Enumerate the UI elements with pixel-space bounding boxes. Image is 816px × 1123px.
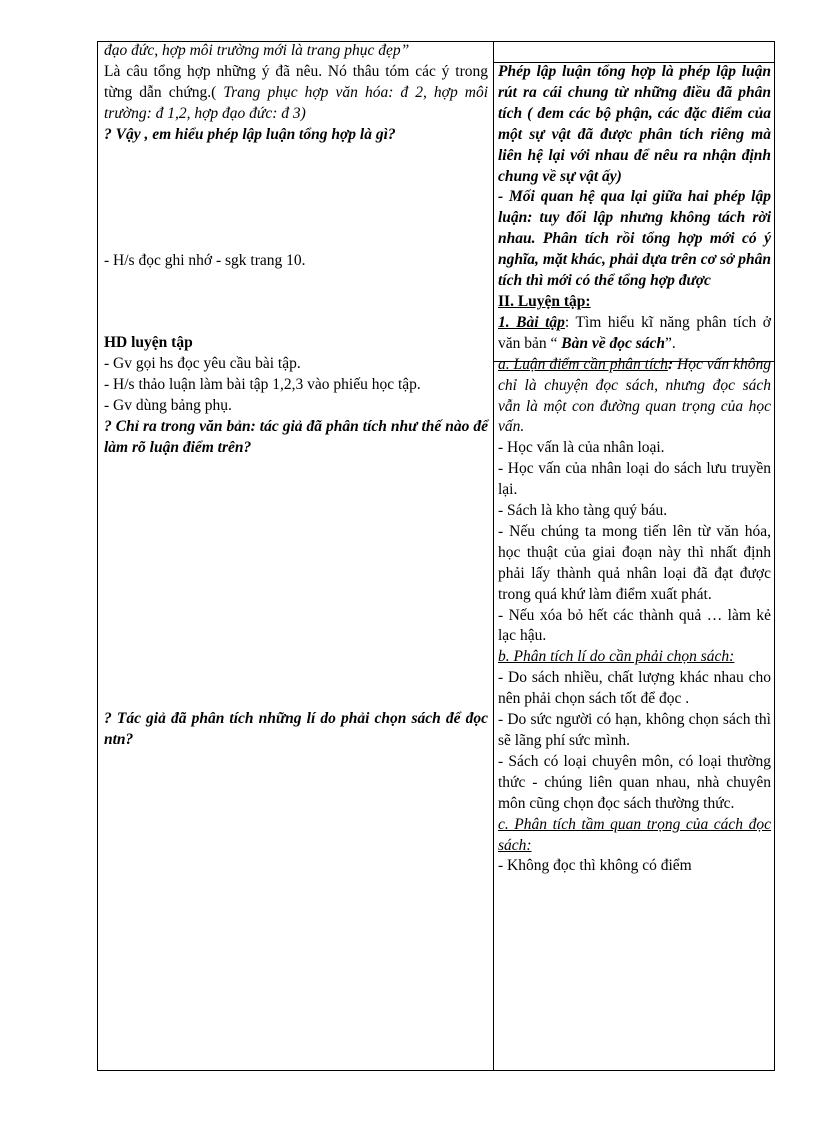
part-a-item: - Học vấn của nhân loại do sách lưu truyền lại. bbox=[498, 460, 771, 499]
practice-heading: HD luyện tập bbox=[104, 334, 193, 352]
part-a-colon: : bbox=[667, 355, 674, 373]
summary-text: Là câu tổng hợp những ý đã nêu. Nó thâu tóm các ý trong từng dẫn chứng.( bbox=[104, 62, 488, 101]
part-b-item: - Sách có loại chuyên môn, có loại thường thức - chúng liên quan nhau, nhà chuyên môn cũng chọn đọc sách thường thức. bbox=[498, 752, 771, 812]
part-a-item: - Học vấn là của nhân loại. bbox=[498, 439, 665, 457]
spacer bbox=[498, 41, 771, 62]
relationship: - Mối quan hệ qua lại giữa hai phép lập luận: tuy đối lập nhưng không tách rời nhau. Phân tích rồi tổng hợp mới có ý nghĩa, mặt khác, phải dựa trên cơ sở phân tích thì mới có thể tổng hợp được bbox=[498, 188, 771, 290]
question-reasons: ? Tác giả đã phân tích những lí do phải chọn sách để đọc ntn? bbox=[104, 709, 488, 748]
part-b-item: - Do sách nhiều, chất lượng khác nhau cho nên phải chọn sách tốt để đọc . bbox=[498, 669, 771, 708]
exercise-end: ”. bbox=[665, 334, 676, 352]
part-c-item: - Không đọc thì không có điểm bbox=[498, 857, 692, 875]
part-a-paragraph bbox=[498, 355, 771, 439]
part-c-label: c. Phân tích tầm quan trọng của cách đọc sách: bbox=[498, 815, 771, 854]
exercise-title: Bàn về đọc sách bbox=[561, 334, 666, 352]
part-a-item: - Sách là kho tàng quý báu. bbox=[498, 502, 668, 520]
definition: Phép lập luận tổng hợp là phép lập luận rút ra cái chung từ những điều đã phân tích ( đem các bộ phận, các đặc điểm của một sự vật đã được phân tích riêng mà liên hệ lại với nhau để nêu ra nhận định chung về sự vật ấy) bbox=[498, 63, 771, 185]
intro-line: đạo đức, hợp môi trường mới là trang phục đẹp” bbox=[104, 42, 410, 59]
summary-italic: Trang phục hợp văn hóa: đ 2, hợp môi trường: đ 1,2, hợp đạo đức: đ 3) bbox=[104, 83, 489, 122]
question-analysis: ? Chỉ ra trong văn bản: tác giả đã phân tích như thế nào để làm rõ luận điểm trên? bbox=[104, 418, 488, 456]
exercise-text: : Tìm hiểu kĩ năng phân tích ở văn bản “ bbox=[498, 313, 771, 352]
part-a-item: - Nếu xóa bỏ hết các thành quả … làm kẻ lạc hậu. bbox=[498, 606, 771, 645]
question-synthesis: ? Vậy , em hiểu phép lập luận tổng hợp là gì? bbox=[104, 125, 396, 143]
practice-item: - Gv gọi hs đọc yêu cầu bài tập. bbox=[104, 355, 301, 373]
left-column bbox=[104, 41, 488, 751]
practice-item: - H/s thảo luận làm bài tập 1,2,3 vào phiếu học tập. bbox=[104, 376, 421, 394]
part-a-text: Học vấn không chỉ là chuyện đọc sách, nhưng đọc sách vẫn là một con đường quan trọng của học vấn. bbox=[498, 355, 771, 436]
part-a-item: - Nếu chúng ta mong tiến lên từ văn hóa, học thuật của giai đoạn này thì nhất định phải lấy thành quả nhân loại đã đạt được trong quá khứ làm điểm xuất phát. bbox=[498, 522, 771, 603]
part-b-label: b. Phân tích lí do cần phải chọn sách: bbox=[498, 648, 735, 666]
practice-item: - Gv dùng bảng phụ. bbox=[104, 397, 232, 415]
part-b-item: - Do sức người có hạn, không chọn sách thì sẽ lãng phí sức mình. bbox=[498, 711, 771, 749]
column-divider bbox=[493, 41, 494, 1071]
exercise-label: 1. Bài tập bbox=[498, 313, 565, 331]
read-note: - H/s đọc ghi nhớ - sgk trang 10. bbox=[104, 251, 306, 269]
section-heading: II. Luyện tập: bbox=[498, 292, 591, 310]
part-a-label: a. Luận điểm cần phân tích bbox=[498, 355, 668, 373]
exercise-paragraph bbox=[498, 313, 771, 355]
right-column bbox=[498, 41, 771, 877]
summary-paragraph bbox=[104, 62, 488, 125]
